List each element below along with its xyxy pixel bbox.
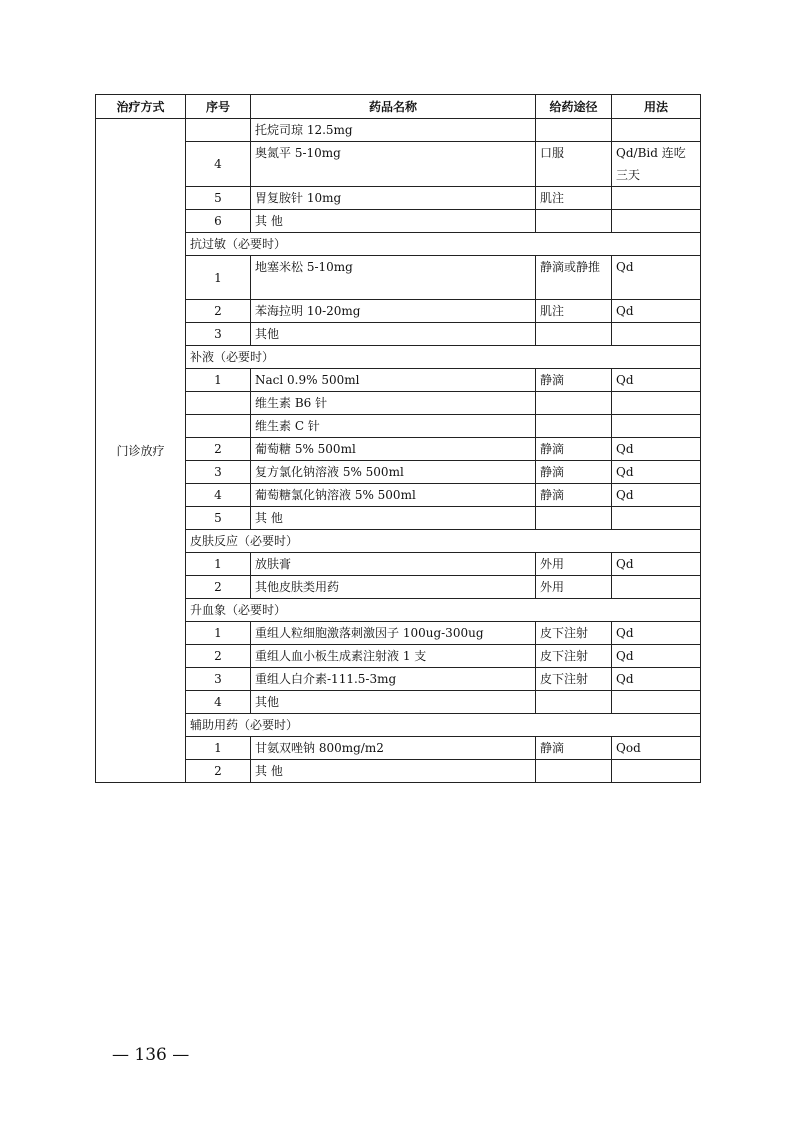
row-number	[186, 392, 251, 415]
table-row	[96, 187, 701, 210]
drug-name: 其 他	[251, 210, 536, 233]
drug-name: 托烷司琼 12.5mg	[251, 119, 536, 142]
row-number: 2	[186, 760, 251, 783]
table-body	[96, 119, 701, 783]
medication-table	[95, 94, 701, 783]
row-number: 2	[186, 576, 251, 599]
table-row	[96, 210, 701, 233]
table-row	[96, 507, 701, 530]
route: 静滴或静推	[536, 256, 612, 300]
usage: Qd	[612, 369, 701, 392]
drug-name: 复方氯化钠溶液 5% 500ml	[251, 461, 536, 484]
row-number: 2	[186, 645, 251, 668]
drug-name: 地塞米松 5-10mg	[251, 256, 536, 300]
usage: Qd	[612, 438, 701, 461]
drug-name: 重组人粒细胞激落刺激因子 100ug-300ug	[251, 622, 536, 645]
drug-name: 放肤膏	[251, 553, 536, 576]
table-row	[96, 645, 701, 668]
row-number: 5	[186, 187, 251, 210]
group-label: 补液（必要时）	[186, 346, 701, 369]
usage	[612, 187, 701, 210]
route: 静滴	[536, 737, 612, 760]
page-number: — 136 —	[112, 1045, 190, 1065]
drug-name: 其他	[251, 691, 536, 714]
route	[536, 691, 612, 714]
drug-name: 维生素 B6 针	[251, 392, 536, 415]
table-row	[96, 622, 701, 645]
route: 肌注	[536, 187, 612, 210]
table-row	[96, 691, 701, 714]
usage: Qd	[612, 645, 701, 668]
drug-name: 其 他	[251, 507, 536, 530]
row-number: 2	[186, 300, 251, 323]
table-row	[96, 300, 701, 323]
row-number: 5	[186, 507, 251, 530]
table-row	[96, 323, 701, 346]
usage: Qd	[612, 461, 701, 484]
group-row	[96, 530, 701, 553]
usage	[612, 507, 701, 530]
route: 静滴	[536, 438, 612, 461]
route	[536, 323, 612, 346]
usage	[612, 691, 701, 714]
route	[536, 760, 612, 783]
group-label: 皮肤反应（必要时）	[186, 530, 701, 553]
group-row	[96, 599, 701, 622]
table-row	[96, 392, 701, 415]
group-label: 抗过敏（必要时）	[186, 233, 701, 256]
row-number: 6	[186, 210, 251, 233]
usage	[612, 576, 701, 599]
route: 静滴	[536, 484, 612, 507]
drug-name: 苯海拉明 10-20mg	[251, 300, 536, 323]
usage: Qd/Bid 连吃三天	[612, 142, 701, 187]
route: 外用	[536, 553, 612, 576]
row-number: 4	[186, 142, 251, 187]
table-row	[96, 760, 701, 783]
header-route: 给药途径	[536, 95, 612, 119]
header-number: 序号	[186, 95, 251, 119]
usage: Qd	[612, 300, 701, 323]
table-row	[96, 369, 701, 392]
row-number: 1	[186, 256, 251, 300]
drug-name: 奥氮平 5-10mg	[251, 142, 536, 187]
drug-name: 重组人血小板生成素注射液 1 支	[251, 645, 536, 668]
header-usage: 用法	[612, 95, 701, 119]
table-row	[96, 461, 701, 484]
table-row	[96, 415, 701, 438]
usage	[612, 760, 701, 783]
route: 皮下注射	[536, 645, 612, 668]
group-label: 辅助用药（必要时）	[186, 714, 701, 737]
row-number: 1	[186, 622, 251, 645]
drug-name: 葡萄糖 5% 500ml	[251, 438, 536, 461]
usage: Qd	[612, 553, 701, 576]
table-row	[96, 737, 701, 760]
table-row	[96, 484, 701, 507]
route: 口服	[536, 142, 612, 187]
route: 皮下注射	[536, 668, 612, 691]
row-number	[186, 415, 251, 438]
drug-name: 其 他	[251, 760, 536, 783]
route	[536, 119, 612, 142]
route: 外用	[536, 576, 612, 599]
usage	[612, 323, 701, 346]
table-row	[96, 256, 701, 300]
table-row	[96, 142, 701, 187]
drug-name: 胃复胺针 10mg	[251, 187, 536, 210]
treatment-method-cell: 门诊放疗	[96, 119, 186, 783]
row-number: 2	[186, 438, 251, 461]
drug-name: 重组人白介素-111.5-3mg	[251, 668, 536, 691]
table-row	[96, 119, 701, 142]
row-number	[186, 119, 251, 142]
usage	[612, 210, 701, 233]
drug-name: Nacl 0.9% 500ml	[251, 369, 536, 392]
row-number: 3	[186, 461, 251, 484]
row-number: 3	[186, 323, 251, 346]
usage: Qd	[612, 668, 701, 691]
route	[536, 392, 612, 415]
drug-name: 葡萄糖氯化钠溶液 5% 500ml	[251, 484, 536, 507]
usage	[612, 415, 701, 438]
group-row	[96, 346, 701, 369]
route	[536, 507, 612, 530]
header-treatment-method: 治疗方式	[96, 95, 186, 119]
route	[536, 415, 612, 438]
table-row	[96, 553, 701, 576]
group-row	[96, 714, 701, 737]
route	[536, 210, 612, 233]
header-drug-name: 药品名称	[251, 95, 536, 119]
route: 静滴	[536, 369, 612, 392]
usage: Qd	[612, 622, 701, 645]
usage: Qd	[612, 256, 701, 300]
usage: Qd	[612, 484, 701, 507]
route: 皮下注射	[536, 622, 612, 645]
drug-name: 甘氨双唑钠 800mg/m2	[251, 737, 536, 760]
usage: Qod	[612, 737, 701, 760]
group-row	[96, 233, 701, 256]
row-number: 1	[186, 369, 251, 392]
group-label: 升血象（必要时）	[186, 599, 701, 622]
route: 静滴	[536, 461, 612, 484]
table-header-row	[96, 95, 701, 119]
route: 肌注	[536, 300, 612, 323]
drug-name: 维生素 C 针	[251, 415, 536, 438]
row-number: 1	[186, 553, 251, 576]
table-row	[96, 576, 701, 599]
table-row	[96, 438, 701, 461]
row-number: 4	[186, 484, 251, 507]
drug-name: 其他	[251, 323, 536, 346]
row-number: 1	[186, 737, 251, 760]
table-row	[96, 668, 701, 691]
drug-name: 其他皮肤类用药	[251, 576, 536, 599]
usage	[612, 119, 701, 142]
row-number: 3	[186, 668, 251, 691]
usage	[612, 392, 701, 415]
row-number: 4	[186, 691, 251, 714]
